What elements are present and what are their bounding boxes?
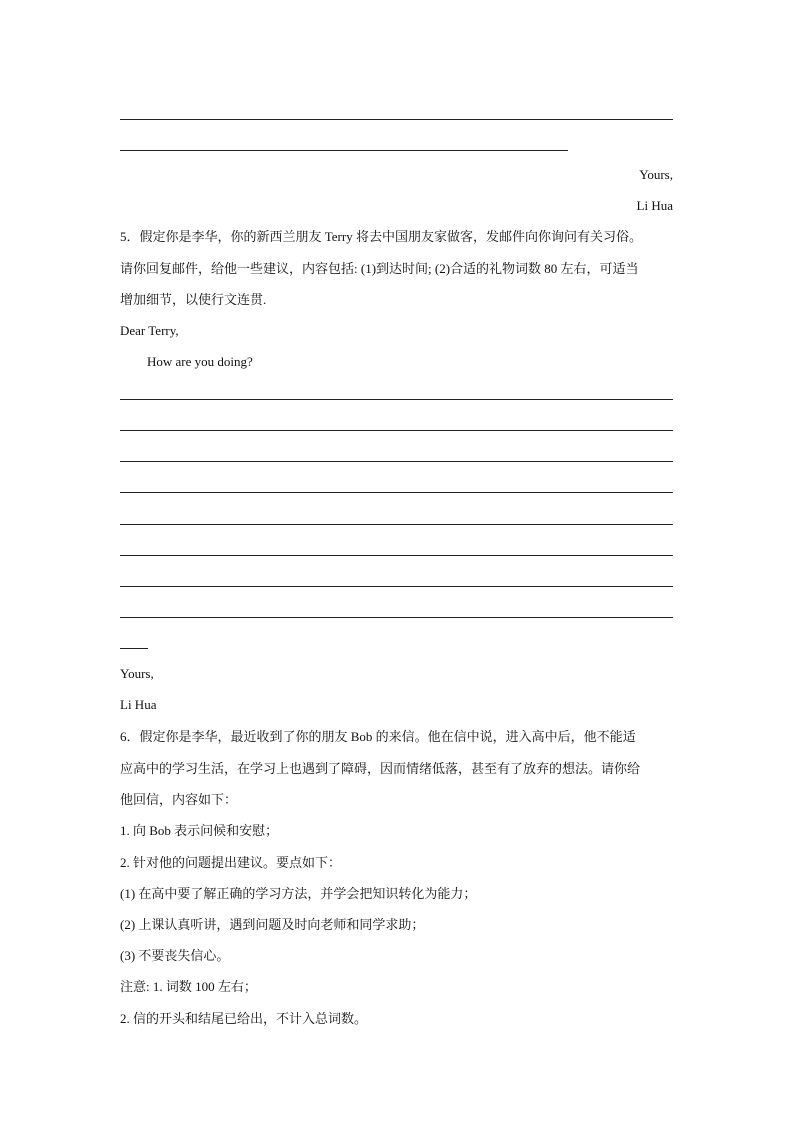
- q6-item: (1) 在高中要了解正确的学习方法，并学会把知识转化为能力；: [120, 886, 477, 901]
- answer-line: [120, 150, 568, 151]
- answer-line: [120, 399, 673, 400]
- q5-prompt-line: 增加细节，以使行文连贯.: [120, 292, 267, 307]
- answer-line: [120, 430, 673, 431]
- q6-prompt-line: 6．假定你是李华，最近收到了你的朋友 Bob 的来信。他在信中说，进入高中后，他不能适: [120, 729, 636, 744]
- q6-item: (3) 不要丧失信心。: [120, 948, 230, 963]
- answer-line: [120, 524, 673, 525]
- q5-prompt-line: 5．假定你是李华，你的新西兰朋友 Terry 将去中国朋友家做客，发邮件向你询问有关习俗。: [120, 229, 642, 244]
- letter-signature: Li Hua: [636, 198, 673, 213]
- q6-item: 2. 针对他的问题提出建议。要点如下：: [120, 855, 342, 870]
- answer-line: [120, 648, 148, 649]
- q6-note: 2. 信的开头和结尾已给出，不计入总词数。: [120, 1011, 368, 1026]
- answer-line: [120, 555, 673, 556]
- q6-prompt-line: 他回信，内容如下：: [120, 792, 238, 807]
- answer-line: [120, 461, 673, 462]
- answer-line: [120, 586, 673, 587]
- q5-salutation: Dear Terry,: [120, 323, 179, 338]
- answer-line: [120, 492, 673, 493]
- q6-item: (2) 上课认真听讲，遇到问题及时向老师和同学求助；: [120, 917, 425, 932]
- answer-line: [120, 617, 673, 618]
- q5-opening: How are you doing?: [147, 354, 253, 369]
- q5-signature: Li Hua: [120, 697, 157, 712]
- q5-prompt-line: 请你回复邮件，给他一些建议，内容包括: (1)到达时间; (2)合适的礼物词数 80 左右，可适当: [120, 261, 639, 276]
- q6-prompt-line: 应高中的学习生活，在学习上也遇到了障碍，因而情绪低落，甚至有了放弃的想法。请你给: [120, 761, 641, 776]
- answer-line: [120, 119, 673, 120]
- q6-item: 1. 向 Bob 表示问候和安慰；: [120, 823, 279, 838]
- q5-closing: Yours,: [120, 666, 154, 681]
- letter-closing: Yours,: [639, 167, 673, 182]
- q6-note: 注意: 1. 词数 100 左右；: [120, 979, 257, 994]
